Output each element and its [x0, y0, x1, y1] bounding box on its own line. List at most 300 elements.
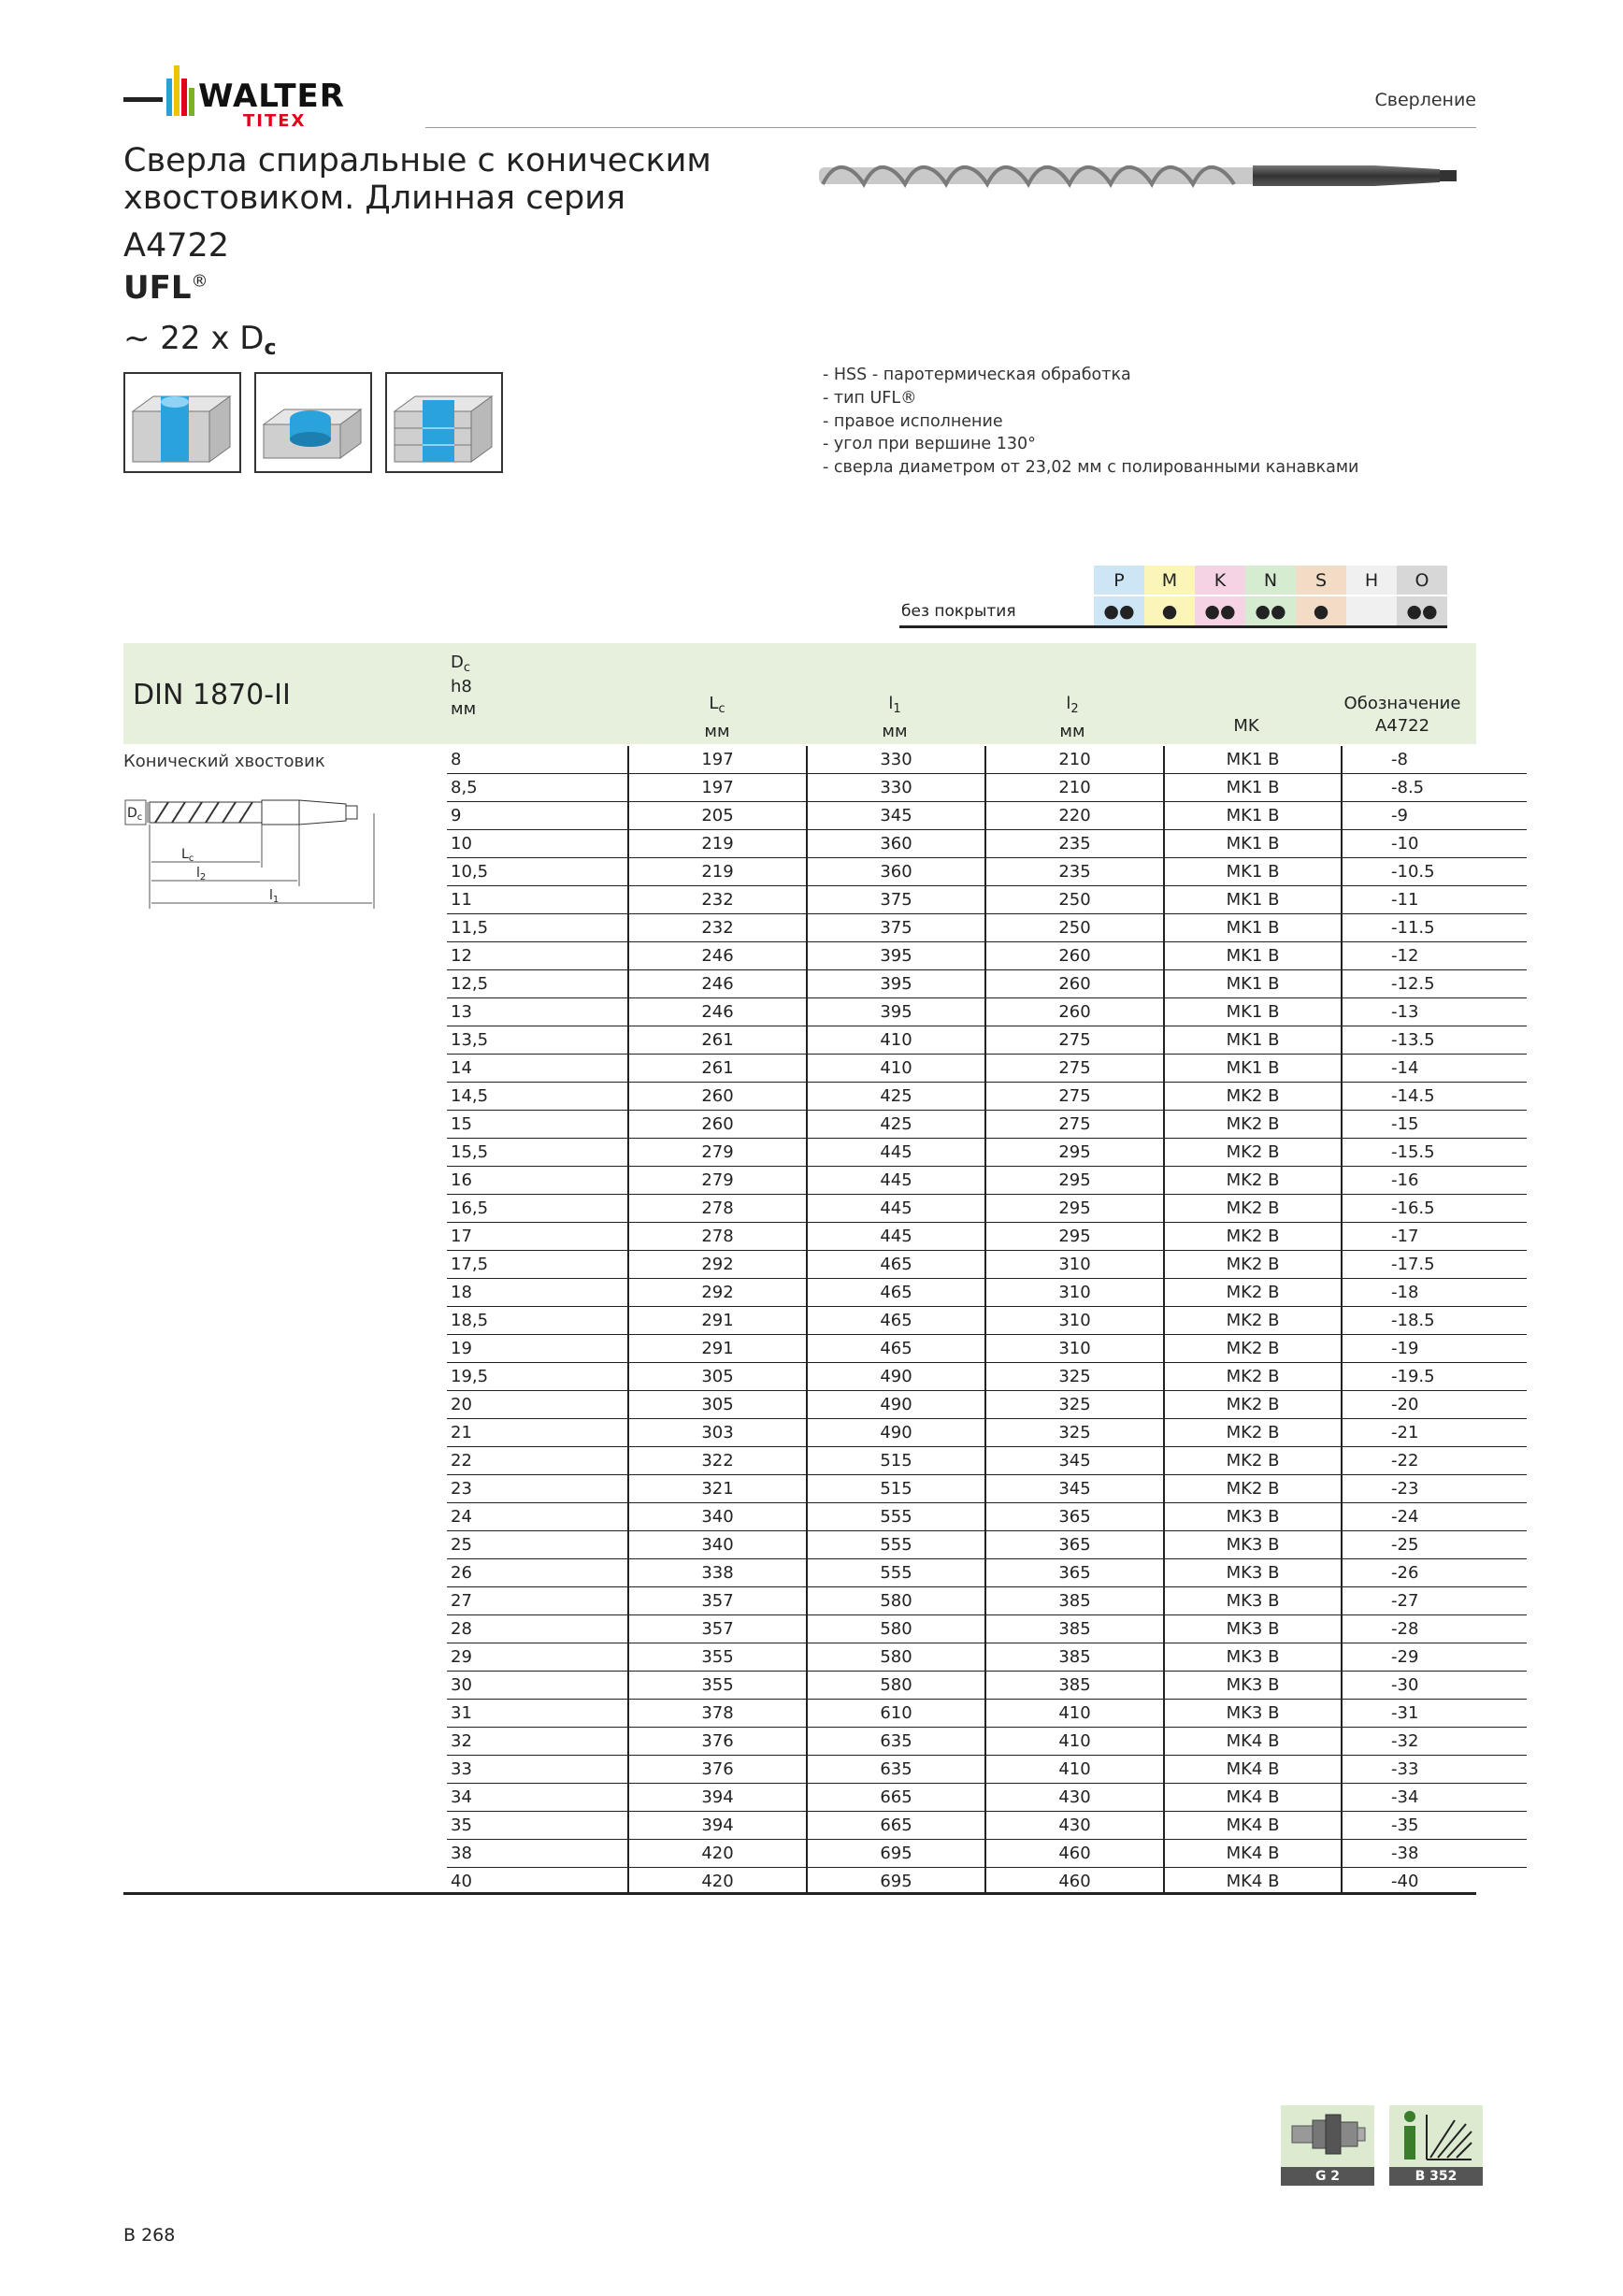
- l2-cell: 310: [985, 1335, 1164, 1363]
- dc-cell: 9: [447, 802, 628, 830]
- designation-cell: -8: [1342, 746, 1527, 774]
- l2-sub: 2: [1070, 702, 1079, 716]
- mk-cell: MK2 B: [1164, 1083, 1342, 1111]
- l2-cell: 220: [985, 802, 1164, 830]
- holder-reference-link[interactable]: [1281, 2105, 1374, 2186]
- dc-cell: 21: [447, 1419, 628, 1447]
- designation-cell: -15: [1342, 1111, 1527, 1139]
- material-h: H: [1346, 566, 1397, 596]
- designation-cell: -19.5: [1342, 1363, 1527, 1391]
- table-row: [447, 1475, 1527, 1503]
- l1-cell: 445: [807, 1167, 985, 1195]
- product-code: A4722: [123, 227, 230, 265]
- l1-cell: 555: [807, 1503, 985, 1531]
- mk-cell: MK3 B: [1164, 1643, 1342, 1672]
- dc-symbol: D: [451, 653, 464, 672]
- l1-cell: 395: [807, 998, 985, 1026]
- dc-cell: 12,5: [447, 970, 628, 998]
- material-rating-row: [899, 596, 1447, 627]
- table-row: [447, 1756, 1527, 1784]
- mk-cell: MK2 B: [1164, 1307, 1342, 1335]
- mk-cell: MK4 B: [1164, 1840, 1342, 1868]
- dc-cell: 13,5: [447, 1026, 628, 1055]
- drill-dimensions-body: [447, 746, 1527, 1895]
- table-row: [447, 1251, 1527, 1279]
- standard-title: DIN 1870-II: [133, 679, 291, 711]
- lc-cell: 232: [628, 886, 807, 914]
- l2-cell: 260: [985, 970, 1164, 998]
- l1-cell: 610: [807, 1700, 985, 1728]
- mk-cell: MK2 B: [1164, 1475, 1342, 1503]
- designation-cell: -25: [1342, 1531, 1527, 1559]
- designation-cell: -21: [1342, 1419, 1527, 1447]
- designation-cell: -17: [1342, 1223, 1527, 1251]
- mk-cell: MK1 B: [1164, 830, 1342, 858]
- dc-cell: 14: [447, 1055, 628, 1083]
- mk-cell: MK1 B: [1164, 914, 1342, 942]
- l1-cell: 425: [807, 1111, 985, 1139]
- lc-cell: 357: [628, 1615, 807, 1643]
- l1-cell: 580: [807, 1587, 985, 1615]
- table-row: [447, 1559, 1527, 1587]
- l2-cell: 430: [985, 1784, 1164, 1812]
- coating-label: без покрытия: [899, 596, 1094, 627]
- table-row: [447, 1307, 1527, 1335]
- mk-cell: MK2 B: [1164, 1363, 1342, 1391]
- info-reference-link[interactable]: [1389, 2105, 1483, 2186]
- feature-item: - тип UFL®: [823, 388, 917, 408]
- mk-cell: MK3 B: [1164, 1587, 1342, 1615]
- dc-cell: 11,5: [447, 914, 628, 942]
- l2-cell: 250: [985, 914, 1164, 942]
- table-row: [447, 998, 1527, 1026]
- l2-cell: 275: [985, 1055, 1164, 1083]
- mk-cell: MK2 B: [1164, 1251, 1342, 1279]
- mk-cell: MK2 B: [1164, 1335, 1342, 1363]
- feature-item: - сверла диаметром от 23,02 мм с полированными канавками: [823, 458, 1359, 478]
- designation-cell: -23: [1342, 1475, 1527, 1503]
- designation-cell: -30: [1342, 1672, 1527, 1700]
- lc-cell: 338: [628, 1559, 807, 1587]
- mk-cell: MK1 B: [1164, 746, 1342, 774]
- material-n: N: [1245, 566, 1296, 596]
- lc-cell: 305: [628, 1391, 807, 1419]
- mk-cell: MK1 B: [1164, 1055, 1342, 1083]
- table-row: [447, 1223, 1527, 1251]
- col-header-l2: [1049, 696, 1096, 740]
- lc-cell: 292: [628, 1279, 807, 1307]
- lc-cell: 305: [628, 1363, 807, 1391]
- mk-cell: MK3 B: [1164, 1559, 1342, 1587]
- designation-cell: -16.5: [1342, 1195, 1527, 1223]
- l1-cell: 665: [807, 1784, 985, 1812]
- title-line-1: Сверла спиральные с коническим: [123, 142, 711, 179]
- dc-cell: 25: [447, 1531, 628, 1559]
- l2-cell: 410: [985, 1728, 1164, 1756]
- material-m: M: [1144, 566, 1195, 596]
- table-row: [447, 1279, 1527, 1307]
- designation-cell: -19: [1342, 1335, 1527, 1363]
- dc-unit: мм: [451, 699, 477, 719]
- mk-cell: MK4 B: [1164, 1812, 1342, 1840]
- l2-cell: 345: [985, 1475, 1164, 1503]
- designation-cell: -11: [1342, 886, 1527, 914]
- mk-cell: MK1 B: [1164, 858, 1342, 886]
- lc-cell: 355: [628, 1672, 807, 1700]
- l1-cell: 490: [807, 1419, 985, 1447]
- lc-cell: 261: [628, 1055, 807, 1083]
- dc-cell: 8,5: [447, 774, 628, 802]
- product-title: [123, 142, 778, 217]
- lc-cell: 291: [628, 1307, 807, 1335]
- brand-mark: ®: [191, 271, 208, 292]
- rating-s: ●: [1296, 596, 1346, 627]
- dc-cell: 18,5: [447, 1307, 628, 1335]
- l2-cell: 260: [985, 998, 1164, 1026]
- l1-cell: 580: [807, 1615, 985, 1643]
- rating-k: ●●: [1195, 596, 1245, 627]
- mk-cell: MK2 B: [1164, 1391, 1342, 1419]
- designation-cell: -13.5: [1342, 1026, 1527, 1055]
- lc-cell: 246: [628, 970, 807, 998]
- table-row: [447, 1419, 1527, 1447]
- mk-cell: MK1 B: [1164, 970, 1342, 998]
- table-row: [447, 1615, 1527, 1643]
- l1-cell: 360: [807, 830, 985, 858]
- mk-cell: MK4 B: [1164, 1756, 1342, 1784]
- drill-dimension-schematic: [123, 795, 404, 916]
- l1-cell: 515: [807, 1475, 985, 1503]
- dc-cell: 40: [451, 1872, 472, 1891]
- lc-cell: 197: [628, 746, 807, 774]
- designation-cell: -33: [1342, 1756, 1527, 1784]
- designation-cell: -18.5: [1342, 1307, 1527, 1335]
- l2-cell: 310: [985, 1279, 1164, 1307]
- l1-cell: 695: [807, 1840, 985, 1868]
- info-chart-icon: [1389, 2105, 1483, 2167]
- header-divider: [425, 127, 1476, 128]
- designation-cell: -14: [1342, 1055, 1527, 1083]
- table-row: [447, 1868, 1527, 1896]
- designation-cell: -38: [1342, 1840, 1527, 1868]
- table-row: [447, 1111, 1527, 1139]
- l1-cell: 555: [807, 1531, 985, 1559]
- table-row: [447, 1335, 1527, 1363]
- designation-cell: -12.5: [1342, 970, 1527, 998]
- lc-cell: 376: [628, 1728, 807, 1756]
- table-row: [447, 1055, 1527, 1083]
- dc-cell: 12: [447, 942, 628, 970]
- l1-cell: 465: [807, 1279, 985, 1307]
- designation-cell: -31: [1342, 1700, 1527, 1728]
- dc-cell: 31: [447, 1700, 628, 1728]
- feature-item: - угол при вершине 130°: [823, 435, 1036, 454]
- designation-cell: -16: [1342, 1167, 1527, 1195]
- l1-cell: 345: [807, 802, 985, 830]
- l2-cell: 235: [985, 830, 1164, 858]
- mk-cell: MK3 B: [1164, 1672, 1342, 1700]
- l1-cell: 465: [807, 1335, 985, 1363]
- l1-cell: 445: [807, 1139, 985, 1167]
- dc-cell: 19: [447, 1335, 628, 1363]
- l1-cell: 515: [807, 1447, 985, 1475]
- table-row: [447, 1083, 1527, 1111]
- info-reference-label: B 352: [1389, 2167, 1483, 2186]
- l1-cell: 375: [807, 886, 985, 914]
- dc-cell: 15: [447, 1111, 628, 1139]
- lc-cell: 357: [628, 1587, 807, 1615]
- table-row: [447, 886, 1527, 914]
- mk-cell: MK2 B: [1164, 1419, 1342, 1447]
- through-hole-icon: [123, 372, 241, 473]
- dc-cell: 14,5: [447, 1083, 628, 1111]
- table-row: [447, 774, 1527, 802]
- designation-cell: -8.5: [1342, 774, 1527, 802]
- table-row: [447, 1391, 1527, 1419]
- table-row: [447, 1026, 1527, 1055]
- l2-cell: 310: [985, 1251, 1164, 1279]
- table-row: [447, 1812, 1527, 1840]
- lc-cell: 219: [628, 830, 807, 858]
- l2-cell: 210: [985, 774, 1164, 802]
- mk-cell: MK1 B: [1164, 942, 1342, 970]
- designation-cell: -35: [1342, 1812, 1527, 1840]
- drill-dimensions-table: [447, 746, 1527, 1895]
- dc-cell: 15,5: [447, 1139, 628, 1167]
- title-line-2: хвостовиком. Длинная серия: [123, 179, 626, 217]
- l1-cell: 580: [807, 1643, 985, 1672]
- blind-hole-icon: [254, 372, 372, 473]
- mk-cell: MK2 B: [1164, 1167, 1342, 1195]
- dc-cell: 16,5: [447, 1195, 628, 1223]
- designation-cell: -15.5: [1342, 1139, 1527, 1167]
- designation-cell: -27: [1342, 1587, 1527, 1615]
- l2-cell: 325: [985, 1391, 1164, 1419]
- table-row: [447, 858, 1527, 886]
- designation-cell: -18: [1342, 1279, 1527, 1307]
- l2-symbol: l: [1066, 694, 1071, 713]
- mk-cell: MK1 B: [1164, 774, 1342, 802]
- lc-cell: 261: [628, 1026, 807, 1055]
- product-brand: [123, 269, 208, 307]
- l2-cell: 210: [985, 746, 1164, 774]
- table-row: [447, 1503, 1527, 1531]
- lc-cell: 232: [628, 914, 807, 942]
- dc-cell: 11: [447, 886, 628, 914]
- l2-cell: 295: [985, 1195, 1164, 1223]
- l2-cell: 275: [985, 1083, 1164, 1111]
- l1-cell: 635: [807, 1728, 985, 1756]
- lc-unit: мм: [704, 722, 730, 741]
- l2-cell: 295: [985, 1223, 1164, 1251]
- l1-cell: 395: [807, 942, 985, 970]
- mk-cell: MK2 B: [1164, 1111, 1342, 1139]
- dc-cell: 23: [447, 1475, 628, 1503]
- l1-cell: 635: [807, 1756, 985, 1784]
- feature-item: - правое исполнение: [823, 411, 1003, 431]
- designation-cell: -40: [1342, 1868, 1527, 1896]
- dc-cell: 13: [447, 998, 628, 1026]
- mk-cell: MK2 B: [1164, 1139, 1342, 1167]
- table-row: [447, 1728, 1527, 1756]
- l2-cell: 295: [985, 1167, 1164, 1195]
- designation-cell: -17.5: [1342, 1251, 1527, 1279]
- lc-cell: 355: [628, 1643, 807, 1672]
- feature-item: - HSS - паротермическая обработка: [823, 366, 1131, 384]
- length-ratio: [123, 320, 277, 360]
- dc-cell: 22: [447, 1447, 628, 1475]
- designation-cell: -34: [1342, 1784, 1527, 1812]
- dc-sub: c: [463, 661, 471, 675]
- lc-symbol: L: [709, 694, 719, 713]
- material-k: K: [1195, 566, 1245, 596]
- designation-cell: -29: [1342, 1643, 1527, 1672]
- lc-cell: 260: [628, 1111, 807, 1139]
- dc-cell: 10: [447, 830, 628, 858]
- l1-cell: 425: [807, 1083, 985, 1111]
- mk-cell: MK1 B: [1164, 802, 1342, 830]
- lc-cell: 376: [628, 1756, 807, 1784]
- designation-cell: -13: [1342, 998, 1527, 1026]
- l2-cell: 365: [985, 1503, 1164, 1531]
- l2-cell: 460: [985, 1868, 1164, 1896]
- lc-cell: 420: [628, 1840, 807, 1868]
- l2-cell: 295: [985, 1139, 1164, 1167]
- dc-cell: 10,5: [447, 858, 628, 886]
- lc-cell: 340: [628, 1531, 807, 1559]
- l2-cell: 345: [985, 1447, 1164, 1475]
- material-suitability-table: [899, 566, 1447, 628]
- lc-cell: 291: [628, 1335, 807, 1363]
- dc-cell: 16: [447, 1167, 628, 1195]
- l1-cell: 580: [807, 1672, 985, 1700]
- dc-cell: 20: [447, 1391, 628, 1419]
- dc-cell: 32: [447, 1728, 628, 1756]
- l1-cell: 360: [807, 858, 985, 886]
- l2-cell: 385: [985, 1672, 1164, 1700]
- rating-o: ●●: [1397, 596, 1447, 627]
- dc-cell: 26: [447, 1559, 628, 1587]
- l1-cell: 330: [807, 746, 985, 774]
- section-label: Сверление: [1374, 90, 1476, 110]
- mk-cell: MK4 B: [1164, 1728, 1342, 1756]
- ratio-prefix: ~ 22 x D: [123, 320, 265, 357]
- lc-cell: 246: [628, 998, 807, 1026]
- lc-cell: 197: [628, 774, 807, 802]
- mk-cell: MK1 B: [1164, 1026, 1342, 1055]
- lc-cell: 322: [628, 1447, 807, 1475]
- lc-cell: 219: [628, 858, 807, 886]
- lc-cell: 378: [628, 1700, 807, 1728]
- l2-cell: 275: [985, 1111, 1164, 1139]
- l2-cell: 430: [985, 1812, 1164, 1840]
- designation-cell: -10.5: [1342, 858, 1527, 886]
- lc-cell: 279: [628, 1139, 807, 1167]
- table-row: [447, 970, 1527, 998]
- l2-cell: 410: [985, 1756, 1164, 1784]
- l2-unit: мм: [1059, 722, 1085, 741]
- material-header-row: [899, 566, 1447, 596]
- drill-illustration: [813, 154, 1477, 197]
- table-row: [447, 1587, 1527, 1615]
- schematic-lc-label: $L_c$: [181, 847, 194, 864]
- lc-cell: 292: [628, 1251, 807, 1279]
- logo-main-text: WALTER: [198, 78, 345, 115]
- l1-cell: 445: [807, 1223, 985, 1251]
- dc-cell: 30: [447, 1672, 628, 1700]
- mk-cell: MK3 B: [1164, 1700, 1342, 1728]
- table-row: [447, 1840, 1527, 1868]
- schematic-l2-label: $l_2$: [196, 866, 207, 883]
- mk-cell: MK1 B: [1164, 886, 1342, 914]
- l1-unit: мм: [882, 722, 908, 741]
- logo-sub-text: TITEX: [243, 111, 307, 131]
- table-row: [447, 1363, 1527, 1391]
- schematic-l1-label: $l_1$: [269, 888, 280, 905]
- lc-cell: 205: [628, 802, 807, 830]
- lc-sub: c: [718, 702, 725, 716]
- l1-cell: 465: [807, 1251, 985, 1279]
- dc-cell: 29: [447, 1643, 628, 1672]
- l2-cell: 385: [985, 1643, 1164, 1672]
- shank-type-label: Конический хвостовик: [123, 752, 325, 771]
- table-row: [447, 1672, 1527, 1700]
- mk-cell: MK3 B: [1164, 1615, 1342, 1643]
- mk-cell: MK4 B: [1164, 1784, 1342, 1812]
- table-bottom-rule: [123, 1892, 1476, 1895]
- col-header-designation: [1328, 696, 1477, 735]
- col-header-mk: MK: [1233, 716, 1259, 736]
- dc-cell: 17,5: [447, 1251, 628, 1279]
- designation-cell: -26: [1342, 1559, 1527, 1587]
- dc-cell: 28: [447, 1615, 628, 1643]
- rating-m: ●: [1144, 596, 1195, 627]
- l1-cell: 395: [807, 970, 985, 998]
- l2-cell: 235: [985, 858, 1164, 886]
- walter-titex-logo: [123, 58, 404, 133]
- l1-sub: 1: [893, 702, 901, 716]
- dc-cell: 8: [447, 746, 628, 774]
- rating-h: [1346, 596, 1397, 627]
- l1-cell: 665: [807, 1812, 985, 1840]
- l1-cell: 330: [807, 774, 985, 802]
- mk-cell: MK2 B: [1164, 1195, 1342, 1223]
- l1-cell: 375: [807, 914, 985, 942]
- designation-cell: -11.5: [1342, 914, 1527, 942]
- table-row: [447, 1195, 1527, 1223]
- l1-cell: 465: [807, 1307, 985, 1335]
- page-number: B 268: [123, 2225, 176, 2246]
- designation-code: A4722: [1374, 716, 1430, 736]
- dc-cell: 35: [447, 1812, 628, 1840]
- col-header-dc: [451, 654, 476, 718]
- mk-cell: MK2 B: [1164, 1279, 1342, 1307]
- lc-cell: 303: [628, 1419, 807, 1447]
- lc-cell: 394: [628, 1812, 807, 1840]
- schematic-dc-label: $D_c$: [127, 806, 143, 823]
- l1-cell: 490: [807, 1391, 985, 1419]
- dc-tolerance: h8: [451, 677, 472, 696]
- table-row: [447, 1139, 1527, 1167]
- designation-cell: -10: [1342, 830, 1527, 858]
- material-s: S: [1296, 566, 1346, 596]
- lc-cell: 260: [628, 1083, 807, 1111]
- l2-cell: 325: [985, 1363, 1164, 1391]
- l2-cell: 460: [985, 1840, 1164, 1868]
- l1-cell: 445: [807, 1195, 985, 1223]
- designation-label: Обозначение: [1343, 694, 1461, 713]
- designation-cell: -22: [1342, 1447, 1527, 1475]
